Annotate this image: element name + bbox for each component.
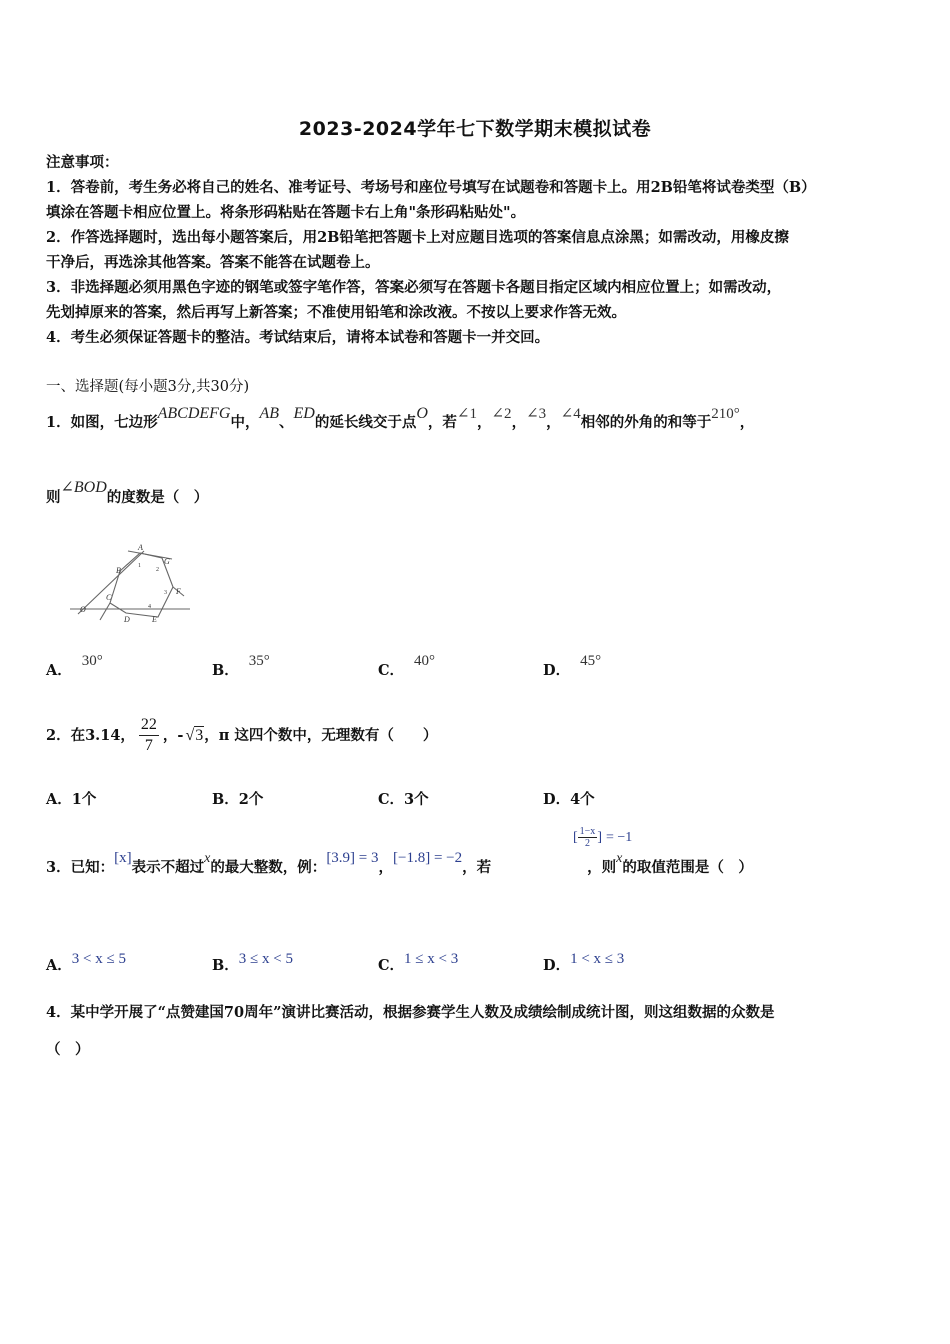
fig-angle-4: 4 — [148, 604, 151, 610]
q1-option-a[interactable]: A．30° — [46, 653, 103, 679]
q2-option-c[interactable]: C．3个 — [378, 791, 429, 808]
notice-line: 2．作答选择题时，选出每小题答案后，用2B铅笔把答题卡上对应题目选项的答案信息点涂黑；如需改动，用橡皮擦 — [46, 229, 789, 246]
question-1-text-line2: 则∠BOD的度数是（ ） — [46, 479, 209, 506]
fig-label-f: F — [176, 587, 181, 596]
notice-line: 干净后，再选涂其他答案。答案不能答在试题卷上。 — [46, 254, 380, 271]
question-3-text: 3．已知：[x]表示不超过x的最大整数，例：[3.9] = 3，[−1.8] = −2，若 ，则x的取值范围是（ ） — [46, 850, 753, 876]
q1-option-c[interactable]: C．40° — [378, 653, 436, 679]
fig-angle-2: 2 — [156, 567, 159, 573]
fig-label-d: D — [124, 615, 130, 624]
q2-option-b[interactable]: B．2个 — [212, 791, 264, 808]
q1-option-d[interactable]: D．45° — [543, 653, 602, 679]
question-4-text: 4．某中学开展了“点赞建国70周年”演讲比赛活动，根据参赛学生人数及成绩绘制成统计图，则这组数据的众数是 — [46, 1004, 775, 1021]
q3-option-d[interactable]: D．1 < x ≤ 3 — [543, 951, 625, 974]
notice-line: 填涂在答题卡相应位置上。将条形码粘贴在答题卡右上角"条形码粘贴处"。 — [46, 204, 526, 221]
section-heading: 一、选择题(每小题3分,共30分) — [46, 379, 250, 395]
q3-option-a[interactable]: A．3 < x ≤ 5 — [46, 951, 126, 974]
fig-angle-3: 3 — [164, 590, 167, 596]
fig-label-o: O — [80, 605, 86, 614]
q3-expression-floor: [ $\frac{1-x}{2}$ ] = −1 — [573, 826, 633, 849]
q3-option-c[interactable]: C．1 ≤ x < 3 — [378, 951, 459, 974]
fig-label-e: E — [152, 615, 157, 624]
fig-angle-1: 1 — [138, 563, 141, 569]
notice-heading: 注意事项： — [46, 154, 119, 171]
fig-label-a: A — [138, 543, 143, 552]
fig-label-g: G — [164, 557, 170, 566]
fraction-22-7: $\frac{22}{7}$ — [140, 716, 157, 754]
question-1-text: 1．如图，七边形ABCDEFG中，AB、ED的延长线交于点O，若∠1，∠2，∠3，∠4相邻的外角的和等于210°， — [46, 405, 755, 431]
q2-option-a[interactable]: A．1个 — [46, 791, 97, 808]
page-title: 2023-2024学年七下数学期末模拟试卷 — [298, 118, 652, 140]
q3-option-b[interactable]: B．3 ≤ x < 5 — [212, 951, 293, 974]
q1-option-b[interactable]: B．35° — [212, 653, 270, 679]
question-1-figure — [66, 540, 196, 630]
notice-line: 先划掉原来的答案，然后再写上新答案；不准使用铅笔和涂改液。不按以上要求作答无效。 — [46, 304, 626, 321]
fig-label-b: B — [116, 566, 121, 575]
notice-line: 1．答卷前，考生务必将自己的姓名、准考证号、考场号和座位号填写在试题卷和答题卡上。用2B铅笔将试卷类型（B） — [46, 179, 816, 196]
question-4-text-line2: （ ） — [46, 1041, 90, 1058]
sqrt-3: √3 — [185, 726, 204, 744]
notice-line: 4．考生必须保证答题卡的整洁。考试结束后，请将本试卷和答题卡一并交回。 — [46, 329, 550, 346]
question-2-text: 2．在3.14， $\frac{22}{7}$ ，- √3 ，π 这四个数中，无理数有（ ） — [46, 716, 438, 754]
fig-label-c: C — [106, 593, 112, 602]
notice-line: 3．非选择题必须用黑色字迹的钢笔或签字笔作答，答案必须写在答题卡各题目指定区域内相应位置上；如需改动， — [46, 279, 782, 296]
q2-option-d[interactable]: D．4个 — [543, 791, 595, 808]
